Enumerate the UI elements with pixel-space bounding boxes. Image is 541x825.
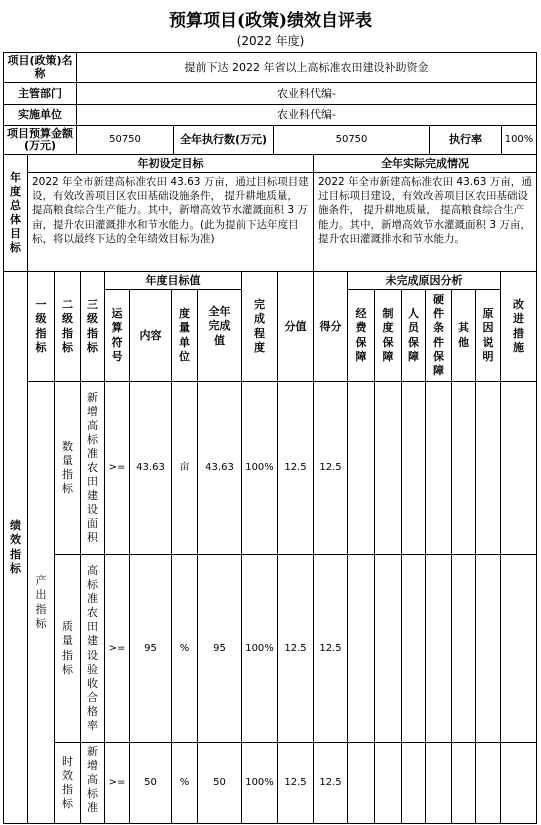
- row2-unit: %: [172, 555, 198, 743]
- row1-reason-funding: [348, 382, 375, 555]
- report-year: (2022 年度): [236, 34, 305, 48]
- row1-operator: >=: [105, 382, 130, 555]
- row3-score: 12.5: [314, 743, 348, 824]
- reason-funding-header: 经费保障: [348, 290, 375, 382]
- row3-improvement: [501, 743, 537, 824]
- row1-level2: 数量指标: [55, 382, 81, 555]
- content-header: 内容: [130, 290, 172, 382]
- row2-level3: 高标准农田建设验收合格率: [81, 555, 105, 743]
- evaluation-table: [3, 52, 537, 824]
- row2-reason-explanation: [476, 555, 501, 743]
- actual-completion-header: 全年实际完成情况: [314, 155, 537, 173]
- budget-label: 项目预算金额(万元): [4, 126, 77, 155]
- row3-degree: 100%: [242, 743, 278, 824]
- row2-operator: >=: [105, 555, 130, 743]
- row1-score: 12.5: [314, 382, 348, 555]
- project-name-label: 项目(政策)名称: [4, 53, 77, 83]
- row3-actual: 50: [198, 743, 242, 824]
- row3-reason-explanation: [476, 743, 501, 824]
- rate-label: 执行率: [430, 126, 502, 155]
- executed-label: 全年执行数(万元): [174, 126, 274, 155]
- unit-label: 实施单位: [4, 105, 77, 126]
- reason-personnel-header: 人员保障: [402, 290, 426, 382]
- row1-reason-system: [375, 382, 402, 555]
- row2-reason-hardware: [426, 555, 452, 743]
- row3-unit: %: [172, 743, 198, 824]
- dept-label: 主管部门: [4, 83, 77, 105]
- row2-degree: 100%: [242, 555, 278, 743]
- improvement-header: 改进措施: [501, 272, 537, 382]
- dept-value: 农业科代编-: [77, 83, 537, 105]
- row3-reason-hardware: [426, 743, 452, 824]
- performance-indicators-label: 绩效指标: [4, 272, 28, 824]
- row1-reason-other: [452, 382, 476, 555]
- level1-header: 一级指标: [28, 272, 55, 382]
- row2-reason-personnel: [402, 555, 426, 743]
- reason-hardware-header: 硬件条件保障: [426, 290, 452, 382]
- row1-score-value: 12.5: [278, 382, 314, 555]
- unfinished-reason-header: 未完成原因分析: [348, 272, 501, 290]
- initial-target-text: 2022 年全市新建高标准农田 43.63 万亩，通过目标项目建设，有效改善项目区农田基础设施条件， 提升耕地质量， 提高粮食综合生产能力。其中，新增高效节水灌溉面积 3 万亩，提升农田灌溉排水和节水能力。(此为提前下达年度目标，将以最终下达的全年绩效目标为准): [28, 173, 314, 272]
- row1-actual: 43.63: [198, 382, 242, 555]
- overall-goal-label: 年度总体目标: [4, 155, 28, 272]
- output-indicator-label: 产出指标: [28, 382, 55, 824]
- row1-level3: 新增高标准农田建设面积: [81, 382, 105, 555]
- initial-target-header: 年初设定目标: [28, 155, 314, 173]
- reason-system-header: 制度保障: [375, 290, 402, 382]
- rate-value: 100%: [502, 126, 537, 155]
- completion-degree-header: 完成程度: [242, 272, 278, 382]
- annual-target-header: 年度目标值: [105, 272, 242, 290]
- measure-unit-header: 度量单位: [172, 290, 198, 382]
- reason-other-header: 其他: [452, 290, 476, 382]
- row3-operator: >=: [105, 743, 130, 824]
- level3-header: 三级指标: [81, 272, 105, 382]
- row2-reason-system: [375, 555, 402, 743]
- unit-value: 农业科代编-: [77, 105, 537, 126]
- row2-content: 95: [130, 555, 172, 743]
- row2-score-value: 12.5: [278, 555, 314, 743]
- row1-reason-personnel: [402, 382, 426, 555]
- row3-score-value: 12.5: [278, 743, 314, 824]
- row2-score: 12.5: [314, 555, 348, 743]
- row2-reason-other: [452, 555, 476, 743]
- row1-content: 43.63: [130, 382, 172, 555]
- actual-value-header: 全年完成值: [198, 272, 242, 382]
- row2-improvement: [501, 555, 537, 743]
- actual-completion-text: 2022 年全市新建高标准农田 43.63 万亩，通过目标项目建设，有效改善项目区农田基础设施条件， 提升耕地质量， 提高粮食综合生产能力。其中，新增高效节水灌溉面积 3 万亩，提升农田灌溉排水和节水能力。: [314, 173, 537, 272]
- row2-reason-funding: [348, 555, 375, 743]
- row1-reason-explanation: [476, 382, 501, 555]
- project-name-value: 提前下达 2022 年省以上高标准农田建设补助资金: [77, 53, 537, 83]
- row3-reason-personnel: [402, 743, 426, 824]
- row3-content: 50: [130, 743, 172, 824]
- row3-reason-system: [375, 743, 402, 824]
- score-value-header: 分值: [278, 272, 314, 382]
- row3-reason-funding: [348, 743, 375, 824]
- row2-actual: 95: [198, 555, 242, 743]
- row2-level2: 质量指标: [55, 555, 81, 743]
- budget-value: 50750: [77, 126, 174, 155]
- row3-reason-other: [452, 743, 476, 824]
- score-header: 得分: [314, 272, 348, 382]
- row1-reason-hardware: [426, 382, 452, 555]
- row1-degree: 100%: [242, 382, 278, 555]
- row1-improvement: [501, 382, 537, 555]
- operator-header: 运算符号: [105, 290, 130, 382]
- row3-level3: 新增高标准: [81, 743, 105, 824]
- row1-unit: 亩: [172, 382, 198, 555]
- level2-header: 二级指标: [55, 272, 81, 382]
- page-title: 预算项目(政策)绩效自评表: [168, 11, 373, 31]
- reason-explanation-header: 原因说明: [476, 290, 501, 382]
- row3-level2: 时效指标: [55, 743, 81, 824]
- executed-value: 50750: [274, 126, 430, 155]
